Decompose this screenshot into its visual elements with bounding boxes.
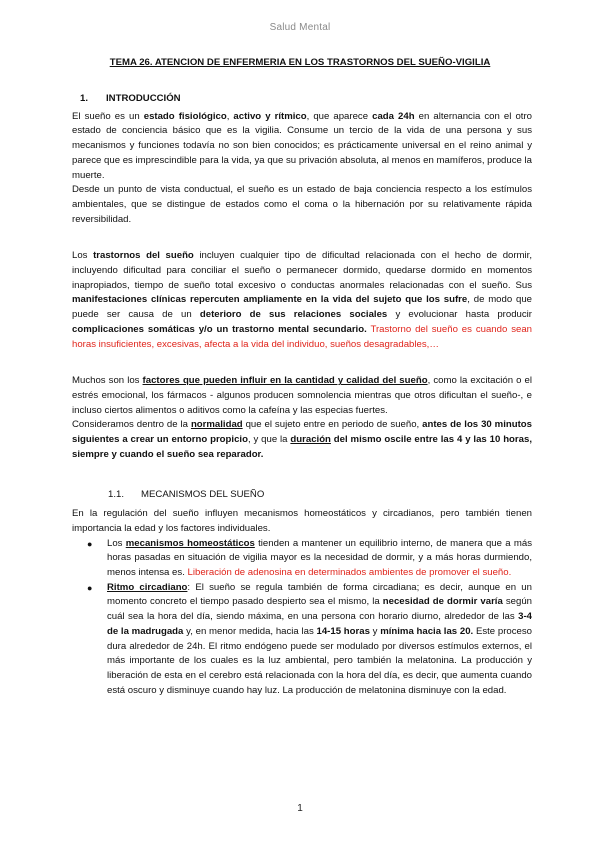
paragraph-intro-1: El sueño es un estado fisiológico, activo y rítmico, que aparece cada 24h en alternancia con el otro estado de conciencia básico que es la vigilia. Consume un tercio de la vida de una persona y sus mecanismos y funciones todavía no son bien conocidos; es prácticamente universal en el reino animal y parece que es imprescindible para la vida, ya que su privación absoluta, al menos en mamíferos, produce la muerte. bbox=[72, 110, 532, 181]
paragraph-trastornos: Los trastornos del sueño incluyen cualquier tipo de dificultad relacionada con el hecho de dormir, incluyendo dificultad para conciliar el sueño o permanecer dormido, quedarse dormido en momentos inapropiados, tiempo de sueño total excesivo o conductas anormales relacionadas con el sueño. Sus manifestaciones clínicas repercuten ampliamente en la vida del sujeto que los sufre, de modo que puede ser causa de un deterioro de sus relaciones sociales y evolucionar hasta producir complicaciones somáticas y/o un trastorno mental secundario. Trastorno del sueño es cuando sean horas insuficientes, excesivas, afecta a la vida del individuo, sueños desagradables,… bbox=[72, 250, 533, 350]
page-header: Salud Mental bbox=[269, 22, 331, 33]
paragraph-normalidad: Consideramos dentro de la normalidad que el sujeto entre en periodo de sueño, antes de los 30 minutos siguientes a crear un entorno propicio, y que la duración del mismo oscile entre las 4 y las 10 horas, siempre y cuando el sueño sea reparador. bbox=[72, 419, 532, 460]
section-title: MECANISMOS DEL SUEÑO bbox=[141, 489, 265, 501]
page-number: 1 bbox=[297, 803, 303, 814]
bullet-icon: ● bbox=[87, 582, 93, 593]
bullet-list bbox=[72, 537, 532, 699]
section-number: 1. bbox=[80, 93, 89, 104]
annotation-red: Trastorno del sueño es cuando sean horas insuficientes, excesivas, afecta a la vida del individuo, sueños desagradables,… bbox=[72, 323, 532, 350]
bullet-icon: ● bbox=[87, 538, 93, 549]
section-number: 1.1. bbox=[108, 489, 125, 501]
paragraph-intro-2: Desde un punto de vista conductual, el sueño es un estado de baja conciencia respecto a los estímulos ambientales, que se distingue de estados como el coma o la hibernación por su relativamente rápida reversibilidad. bbox=[72, 184, 532, 225]
list-item-homeostaticos: ● Los mecanismos homeostáticos tienden a mantener un equilibrio interno, de manera que a más horas pasadas en situación de vigilia mayor es la necesidad de dormir, y a más horas durmiendo, menos intensa es. Liberación de adenosina en determinados ambientes de promover el sueño. bbox=[87, 537, 532, 578]
section-heading-introduccion bbox=[72, 92, 532, 107]
document-body bbox=[72, 92, 532, 698]
section-heading-mecanismos bbox=[72, 488, 532, 503]
paragraph-mecanismos-intro: En la regulación del sueño influyen mecanismos homeostáticos y circadianos, pero también tienen importancia la edad y los factores individuales. bbox=[72, 508, 532, 534]
annotation-red: Liberación de adenosina en determinados ambientes de promover el sueño. bbox=[187, 566, 512, 578]
paragraph-factores: Muchos son los factores que pueden influir en la cantidad y calidad del sueño, como la excitación o el estrés emocional, los fármacos - algunos producen somnolencia mientras que otros dificultan el sueño-, e incluso ciertos alimentos o aditivos como la cafeína y las especias fuertes. bbox=[72, 375, 532, 416]
document-title: TEMA 26. ATENCION DE ENFERMERIA EN LOS TRASTORNOS DEL SUEÑO-VIGILIA bbox=[109, 57, 491, 68]
list-item-circadiano: ● Ritmo circadiano: El sueño se regula también de forma circadiana; es decir, aunque en un momento concreto el tiempo pasado despierto sea el mismo, la necesidad de dormir varía según cuál sea la hora del día, siendo máxima, en una persona con horario diurno, alrededor de las 3-4 de la madrugada y, en menor medida, hacia las 14-15 horas y mínima hacia las 20. Este proceso dura alrededor de 24h. El ritmo endógeno puede ser modulado por diversos estímulos externos, el más importante de los cuales es la luz ambiental, pero también la melatonina. La producción y liberación de esta en el cerebro está relacionada con la hora del día, es decir, que aumenta cuando está oscuro y disminuye cuando hay luz. La producción de melatonina disminuye con la edad. bbox=[87, 581, 533, 696]
section-title: INTRODUCCIÓN bbox=[106, 93, 181, 104]
